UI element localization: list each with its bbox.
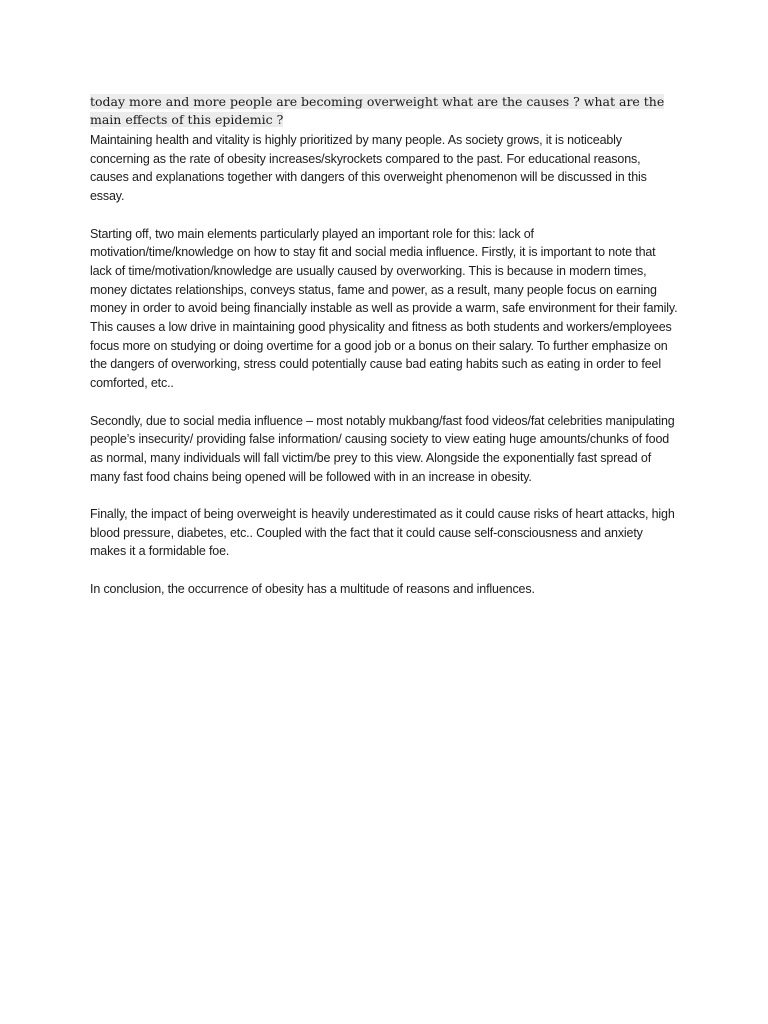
essay-paragraph-causes: Starting off, two main elements particularly played an important role for this: lack of motivation/time/knowledge on how to stay fit and social media influence. Firstly, it is important to note that lack of time/motivation/knowledge are usually caused by overworking. This is because in modern times, money dictates relationships, conveys status, fame and power, as a result, many people focus on earning money in order to avoid being financially instable as well as provide a warm, safe environment for their family. This causes a low drive in maintaining good physicality and fitness as both students and workers/employees focus more on studying or doing overtime for a good job or a bonus on their salary. To further emphasize on the dangers of overworking, stress could potentially cause bad eating habits such as eating in order to feel comforted, etc.. bbox=[90, 226, 678, 391]
essay-prompt-text: today more and more people are becoming overweight what are the causes ? what are the main effects of this epidemic ? bbox=[90, 94, 665, 127]
essay-body bbox=[90, 131, 680, 617]
essay-prompt bbox=[90, 93, 670, 129]
essay-paragraph-effects: Finally, the impact of being overweight is heavily underestimated as it could cause risks of heart attacks, high blood pressure, diabetes, etc.. Coupled with the fact that it could cause self-consciousness and anxiety makes it a formidable foe. bbox=[90, 507, 675, 559]
essay-paragraph-conclusion: In conclusion, the occurrence of obesity has a multitude of reasons and influences. bbox=[90, 581, 535, 596]
essay-paragraph-intro: Maintaining health and vitality is highly prioritized by many people. As society grows, it is noticeably concerning as the rate of obesity increases/skyrockets compared to the past. For educational reasons, causes and explanations together with dangers of this overweight phenomenon will be discussed in this essay. bbox=[90, 133, 647, 204]
essay-paragraph-social-media: Secondly, due to social media influence – most notably mukbang/fast food videos/fat celebrities manipulating people’s insecurity/ providing false information/ causing society to view eating huge amounts/chunks of food as normal, many individuals will fall victim/be prey to this view. Alongside the exponentially fast spread of many fast food chains being opened will be followed with in an increase in obesity. bbox=[90, 413, 675, 484]
